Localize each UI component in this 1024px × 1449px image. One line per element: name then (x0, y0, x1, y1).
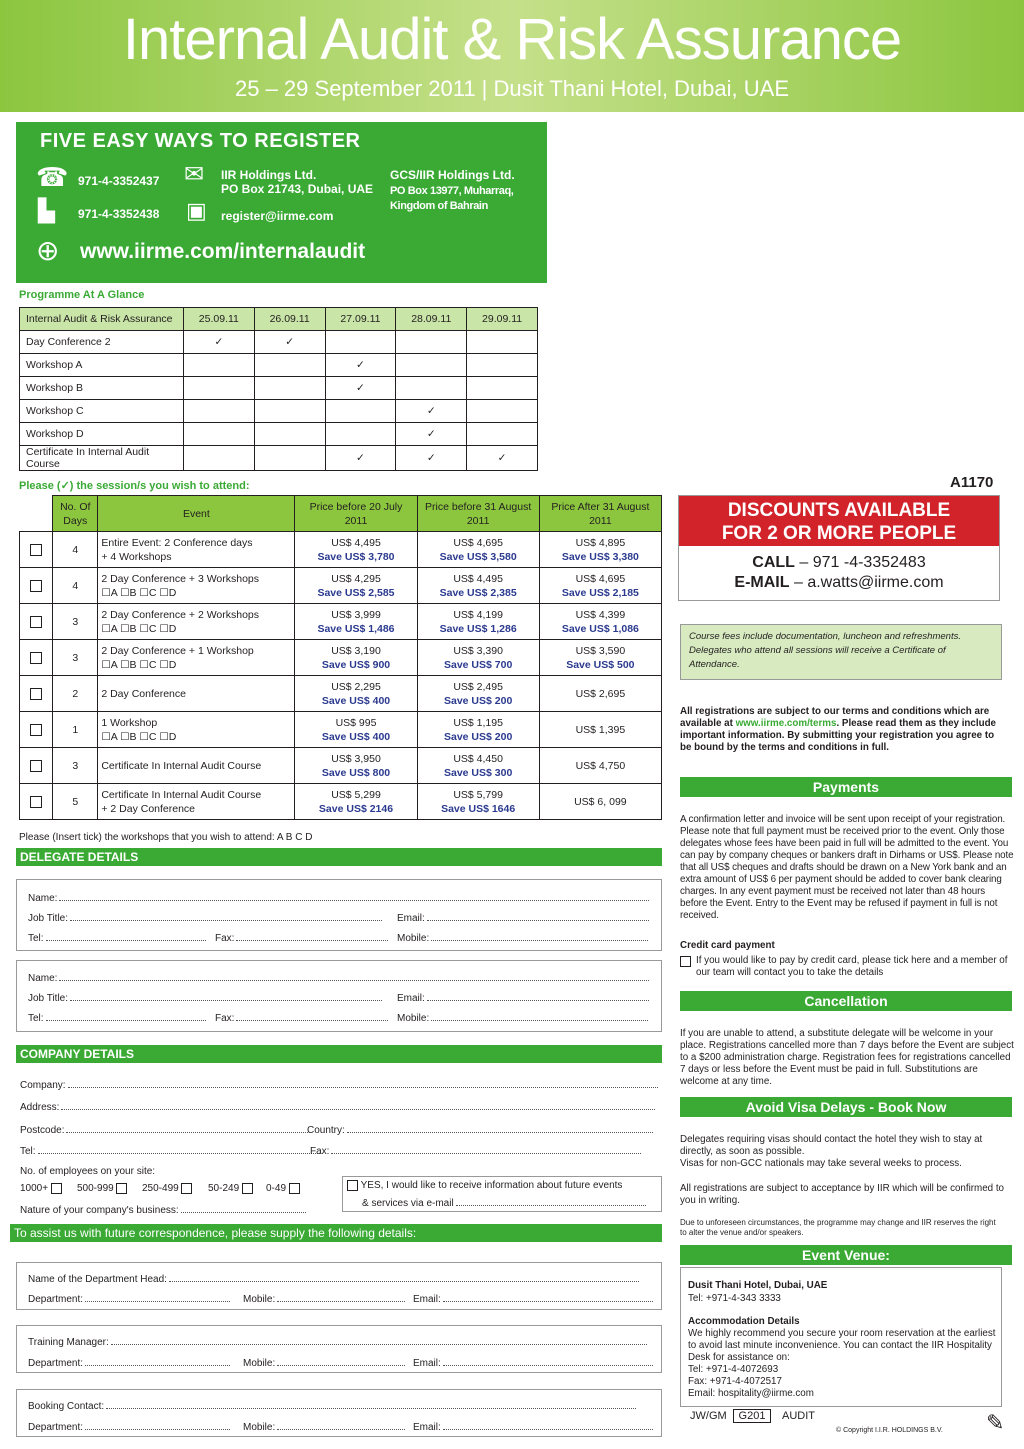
glance-cell: ✓ (396, 400, 467, 423)
booking-mobile-field[interactable] (243, 1421, 405, 1433)
fax-number: 971-4-3352438 (78, 207, 160, 221)
register-box (16, 122, 547, 283)
visa-text-4: Due to unforeseen circumstances, the programme may change and IIR reserves the right to alter the venue and/or speakers. (680, 1218, 996, 1237)
session-checkbox[interactable] (30, 580, 42, 592)
nature-field[interactable] (20, 1204, 306, 1216)
event-cell: 2 Day Conference (98, 676, 295, 712)
field-input-line[interactable] (111, 1336, 647, 1345)
field-input-line[interactable] (66, 1124, 308, 1133)
employees-option[interactable]: 50-249 (208, 1183, 253, 1194)
pricing-header: Price before 31 August 2011 (417, 496, 539, 532)
table-row (20, 604, 662, 640)
delegate-name-field[interactable] (28, 972, 649, 984)
price-cell: US$ 4,399 Save US$ 1,086 (539, 604, 661, 640)
price-cell: US$ 1,195 Save US$ 200 (417, 712, 539, 748)
field-label: Department: (28, 1294, 84, 1305)
table-row (20, 377, 538, 400)
days-cell: 3 (53, 640, 98, 676)
pricing-table (19, 495, 662, 820)
field-input-line[interactable] (427, 912, 649, 921)
dept-email-field[interactable] (413, 1293, 653, 1305)
field-label: Name: (28, 893, 58, 904)
employees-option[interactable]: 1000+ (20, 1183, 62, 1194)
table-row (20, 400, 538, 423)
dept-head-field[interactable] (28, 1273, 639, 1285)
event-cell: Certificate In Internal Audit Course (98, 748, 295, 784)
glance-header: 25.09.11 (183, 308, 254, 331)
field-label: Mobile: (243, 1294, 276, 1305)
delegate-email-field[interactable] (397, 912, 649, 924)
field-label: Mobile: (397, 1013, 430, 1024)
table-row (20, 568, 662, 604)
field-input-line[interactable] (61, 1101, 655, 1110)
training-field[interactable] (28, 1336, 647, 1348)
pencil-icon: ✎ (986, 1410, 1005, 1435)
glance-cell: ✓ (396, 423, 467, 446)
field-label: Job Title: (28, 993, 69, 1004)
field-input-line[interactable] (85, 1293, 230, 1302)
company-heading: COMPANY DETAILS (16, 1045, 662, 1063)
page-title: Internal Audit & Risk Assurance (122, 7, 902, 72)
country-field[interactable] (307, 1124, 653, 1136)
course-fees-note: Course fees include documentation, luncheon and refreshments. Delegates who attend all sessions will receive a Certificate of Attendance. (680, 624, 1002, 680)
discount-box (678, 495, 1000, 601)
field-label: Company: (20, 1080, 66, 1091)
price-cell: US$ 4,695 Save US$ 2,185 (539, 568, 661, 604)
days-cell: 5 (53, 784, 98, 820)
field-label: Name of the Department Head: (28, 1274, 167, 1285)
training-email-field[interactable] (413, 1357, 653, 1369)
discount-line1: DISCOUNTS AVAILABLE (727, 500, 951, 521)
price-cell: US$ 3,590 Save US$ 500 (539, 640, 661, 676)
days-cell: 4 (53, 532, 98, 568)
glance-cell (325, 423, 396, 446)
employees-checkbox[interactable] (51, 1183, 62, 1194)
field-label: Department: (28, 1358, 84, 1369)
glance-cell: ✓ (325, 446, 396, 471)
call-label: CALL (752, 554, 795, 571)
field-label: Email: (397, 913, 425, 924)
table-row (20, 423, 538, 446)
visa-text-3: All registrations are subject to acceptance by IIR which will be confirmed to you in writing. (680, 1183, 1004, 1206)
venue-tel: Tel: +971-4-343 3333 (688, 1293, 781, 1304)
address-1-line1: IIR Holdings Ltd. (221, 168, 317, 182)
employees-option[interactable]: 0-49 (266, 1183, 300, 1194)
field-label: Name: (28, 973, 58, 984)
table-row (20, 532, 662, 568)
field-input-line[interactable] (85, 1357, 230, 1366)
delegate-tel-field[interactable] (28, 1012, 206, 1024)
session-checkbox-cell[interactable] (20, 784, 53, 820)
glance-cell (183, 377, 254, 400)
field-input-line[interactable] (236, 1012, 388, 1021)
field-input-line[interactable] (347, 1124, 653, 1133)
glance-row-name: Certificate In Internal Audit Course (20, 446, 184, 471)
address-2-line1: GCS/IIR Holdings Ltd. (390, 168, 515, 182)
employees-checkbox[interactable] (242, 1183, 253, 1194)
field-input-line[interactable] (277, 1293, 405, 1302)
event-cell: Entire Event: 2 Conference days + 4 Workshops (98, 532, 295, 568)
company-field[interactable] (20, 1079, 658, 1091)
price-cell: US$ 5,299 Save US$ 2146 (295, 784, 417, 820)
glance-row-name: Workshop D (20, 423, 184, 446)
copyright: © Copyright I.I.R. HOLDINGS B.V. (836, 1427, 943, 1434)
pricing-header: Price After 31 August 2011 (539, 496, 661, 532)
payments-text: A confirmation letter and invoice will be sent upon receipt of your registration. Please note that full payment must be received prior to the event. Only those delegates whose fees have been paid in full will be admitted to the event. You can pay by company cheques or bankers draft in Dirhams or US$. Please note that all US$ cheques and drafts should be drawn on a New York bank and an extra amount of US$ 6 per payment should be added to cover bank clearing charges. In any event payment must be received not later than 48 hours before the Event. Entry to the Event may be refused if payment in full is not received. (680, 814, 1014, 921)
employees-checkbox[interactable] (181, 1183, 192, 1194)
price-cell: US$ 3,190 Save US$ 900 (295, 640, 417, 676)
field-label: Address: (20, 1102, 60, 1113)
phone-icon: ☎ (36, 162, 69, 192)
price-cell: US$ 1,395 (539, 712, 661, 748)
price-cell: US$ 3,999 Save US$ 1,486 (295, 604, 417, 640)
field-input-line[interactable] (331, 1145, 641, 1154)
session-checkbox[interactable] (30, 760, 42, 772)
field-input-line[interactable] (443, 1293, 653, 1302)
fax-icon: ▙ (38, 198, 55, 223)
glance-cell (396, 331, 467, 354)
phone-number: 971-4-3352437 (78, 174, 160, 188)
table-row (20, 748, 662, 784)
glance-cell (254, 354, 325, 377)
email-label: E-MAIL (734, 574, 790, 591)
accommodation-text: We highly recommend you secure your room reservation at the earliest to avoid last minute inconvenience. You can contact the IIR Hospitality Desk for assistance on: (688, 1328, 996, 1363)
field-label: Job Title: (28, 913, 69, 924)
terms-link[interactable]: www.iirme.com/terms (735, 718, 837, 729)
address-field[interactable] (20, 1101, 655, 1113)
price-cell: US$ 2,295 Save US$ 400 (295, 676, 417, 712)
glance-header: 29.09.11 (467, 308, 538, 331)
field-input-line[interactable] (70, 992, 382, 1001)
event-cell: 1 Workshop ☐A ☐B ☐C ☐D (98, 712, 295, 748)
session-checkbox-cell[interactable] (20, 712, 53, 748)
employees-checkbox[interactable] (289, 1183, 300, 1194)
glance-cell: ✓ (183, 331, 254, 354)
field-input-line[interactable] (443, 1357, 653, 1366)
table-row (20, 784, 662, 820)
call-number: – 971 -4-3352483 (799, 554, 926, 571)
glance-cell (183, 400, 254, 423)
field-label: & services via e-mail (362, 1198, 454, 1209)
field-label: Tel: (28, 1013, 44, 1024)
price-cell: US$ 2,495 Save US$ 200 (417, 676, 539, 712)
terms-text: All registrations are subject to our terms and conditions which are available at www.iirme.com/terms. Please read them as they include important information. By submitting your registration you agree to be bound by the terms and conditions in full. (680, 706, 997, 753)
glance-cell (396, 354, 467, 377)
cancellation-heading: Cancellation (680, 991, 1012, 1011)
glance-row-name: Workshop C (20, 400, 184, 423)
accommodation-heading: Accommodation Details (688, 1316, 800, 1327)
price-cell: US$ 4,495 Save US$ 3,780 (295, 532, 417, 568)
delegate-job-field[interactable] (28, 912, 382, 924)
employees-label: No. of employees on your site: (20, 1166, 156, 1177)
delegate-name-field[interactable] (28, 892, 649, 904)
glance-cell: ✓ (396, 446, 467, 471)
glance-cell (254, 446, 325, 471)
delegate-email-field[interactable] (397, 992, 649, 1004)
delegate-fax-field[interactable] (215, 1012, 388, 1024)
field-label: Department: (28, 1422, 84, 1433)
glance-cell (254, 400, 325, 423)
glance-cell (254, 423, 325, 446)
session-checkbox[interactable] (30, 616, 42, 628)
price-cell: US$ 5,799 Save US$ 1646 (417, 784, 539, 820)
postcode-field[interactable] (20, 1124, 308, 1136)
field-input-line[interactable] (70, 912, 382, 921)
glance-cell: ✓ (467, 446, 538, 471)
field-input-line[interactable] (277, 1357, 405, 1366)
price-cell: US$ 4,695 Save US$ 3,580 (417, 532, 539, 568)
field-input-line[interactable] (456, 1197, 646, 1206)
training-dept-field[interactable] (28, 1357, 230, 1369)
credit-card-checkbox[interactable] (680, 956, 691, 967)
field-label: Email: (413, 1294, 441, 1305)
glance-cell (183, 354, 254, 377)
event-cell: 2 Day Conference + 2 Workshops ☐A ☐B ☐C ☐D (98, 604, 295, 640)
newsletter-email-field[interactable] (362, 1197, 646, 1209)
table-row (20, 712, 662, 748)
credit-card-heading: Credit card payment (680, 940, 775, 951)
price-cell: US$ 2,695 (539, 676, 661, 712)
field-label: Nature of your company's business: (20, 1205, 179, 1216)
field-label: Email: (413, 1422, 441, 1433)
field-label: Mobile: (243, 1358, 276, 1369)
delegate-mobile-field[interactable] (397, 1012, 648, 1024)
field-input-line[interactable] (431, 932, 648, 941)
accommodation-tel: Tel: +971-4-4072693 (688, 1364, 779, 1375)
days-cell: 3 (53, 748, 98, 784)
company-tel-field[interactable] (20, 1145, 320, 1157)
price-cell: US$ 4,750 (539, 748, 661, 784)
pricing-header: Price before 20 July 2011 (295, 496, 417, 532)
glance-cell (467, 400, 538, 423)
field-input-line[interactable] (85, 1421, 230, 1430)
glance-cell (467, 331, 538, 354)
days-cell: 3 (53, 604, 98, 640)
field-label: Mobile: (243, 1422, 276, 1433)
visa-text-1: Delegates requiring visas should contact the hotel they wish to stay at directly, as soon as possible. (680, 1134, 983, 1157)
session-checkbox-cell[interactable] (20, 568, 53, 604)
price-cell: US$ 4,495 Save US$ 2,385 (417, 568, 539, 604)
ref-jw: JW/GM (690, 1410, 727, 1422)
glance-cell (254, 377, 325, 400)
company-fax-field[interactable] (310, 1145, 641, 1157)
pricing-header: Event (98, 496, 295, 532)
table-row (20, 446, 538, 471)
field-label: Mobile: (397, 933, 430, 944)
field-input-line[interactable] (46, 932, 206, 941)
session-checkbox-cell[interactable] (20, 640, 53, 676)
glance-label: Programme At A Glance (19, 289, 145, 301)
days-cell: 1 (53, 712, 98, 748)
delegate-fax-field[interactable] (215, 932, 388, 944)
computer-icon: ▣ (186, 198, 207, 223)
glance-cell (467, 423, 538, 446)
event-cell: Certificate In Internal Audit Course + 2 Day Conference (98, 784, 295, 820)
glance-cell (325, 331, 396, 354)
table-row (20, 676, 662, 712)
glance-row-name: Workshop B (20, 377, 184, 400)
glance-cell: ✓ (325, 377, 396, 400)
please-tick-label: Please (✓) the session/s you wish to attend: (19, 480, 250, 492)
glance-cell (183, 446, 254, 471)
pricing-header: No. Of Days (53, 496, 98, 532)
field-label: Postcode: (20, 1125, 65, 1136)
field-input-line[interactable] (59, 972, 649, 981)
session-checkbox[interactable] (30, 724, 42, 736)
table-row (20, 640, 662, 676)
field-input-line[interactable] (46, 1012, 206, 1021)
newsletter-option[interactable]: YES, I would like to receive information about future events (347, 1180, 622, 1191)
glance-header-row (20, 308, 538, 331)
field-label: Tel: (28, 933, 44, 944)
session-checkbox[interactable] (30, 652, 42, 664)
field-input-line[interactable] (169, 1273, 639, 1282)
field-label: Fax: (215, 1013, 235, 1024)
price-cell: US$ 3,390 Save US$ 700 (417, 640, 539, 676)
field-label: Email: (397, 993, 425, 1004)
field-input-line[interactable] (38, 1145, 320, 1154)
field-label: Fax: (310, 1146, 330, 1157)
field-input-line[interactable] (277, 1421, 405, 1430)
header-banner (0, 0, 1024, 112)
venue-name: Dusit Thani Hotel, Dubai, UAE (688, 1280, 828, 1291)
field-input-line[interactable] (68, 1079, 658, 1088)
price-cell: US$ 4,295 Save US$ 2,585 (295, 568, 417, 604)
booking-field[interactable] (28, 1400, 636, 1412)
price-cell: US$ 4,450 Save US$ 300 (417, 748, 539, 784)
table-row (20, 354, 538, 377)
session-checkbox-cell[interactable] (20, 532, 53, 568)
globe-icon: ⊕ (36, 235, 60, 266)
employees-option[interactable]: 500-999 (77, 1183, 127, 1194)
price-cell: US$ 6, 099 (539, 784, 661, 820)
visa-heading: Avoid Visa Delays - Book Now (680, 1097, 1012, 1117)
page-subtitle: 25 – 29 September 2011 | Dusit Thani Hotel, Dubai, UAE (235, 76, 789, 101)
price-cell: US$ 4,895 Save US$ 3,380 (539, 532, 661, 568)
glance-cell: ✓ (325, 354, 396, 377)
field-label: Training Manager: (28, 1337, 109, 1348)
glance-table (19, 307, 538, 471)
employees-option[interactable]: 250-499 (142, 1183, 192, 1194)
email-address[interactable]: register@iirme.com (221, 209, 334, 223)
field-label: Email: (413, 1358, 441, 1369)
dept-mobile-field[interactable] (243, 1293, 405, 1305)
field-input-line[interactable] (181, 1204, 306, 1213)
field-input-line[interactable] (106, 1400, 636, 1409)
discount-email[interactable]: – a.watts@iirme.com (793, 574, 944, 591)
delegate-mobile-field[interactable] (397, 932, 648, 944)
future-heading: To assist us with future correspondence, please supply the following details: (10, 1224, 662, 1242)
days-cell: 2 (53, 676, 98, 712)
delegate-job-field[interactable] (28, 992, 382, 1004)
training-mobile-field[interactable] (243, 1357, 405, 1369)
glance-cell (183, 423, 254, 446)
event-cell: 2 Day Conference + 1 Workshop ☐A ☐B ☐C ☐D (98, 640, 295, 676)
glance-row-name: Day Conference 2 (20, 331, 184, 354)
address-2-line2: PO Box 13977, Muharraq, (390, 185, 514, 197)
field-input-line[interactable] (236, 932, 388, 941)
event-cell: 2 Day Conference + 3 Workshops ☐A ☐B ☐C ☐D (98, 568, 295, 604)
session-checkbox-cell[interactable] (20, 604, 53, 640)
address-1-line2: PO Box 21743, Dubai, UAE (221, 182, 374, 196)
session-checkbox-cell[interactable] (20, 676, 53, 712)
field-input-line[interactable] (443, 1421, 653, 1430)
workshop-note: Please (Insert tick) the workshops that you wish to attend: A B C D (19, 832, 313, 843)
session-checkbox-cell[interactable] (20, 748, 53, 784)
credit-card-text: If you would like to pay by credit card, please tick here and a member of our team will contact you to take the details (696, 955, 1008, 978)
field-input-line[interactable] (427, 992, 649, 1001)
delegate-tel-field[interactable] (28, 932, 206, 944)
field-label: Booking Contact: (28, 1401, 105, 1412)
field-label: Tel: (20, 1146, 36, 1157)
accommodation-email[interactable]: Email: hospitality@iirme.com (688, 1388, 814, 1399)
booking-dept-field[interactable] (28, 1421, 230, 1433)
website-url[interactable]: www.iirme.com/internalaudit (80, 240, 366, 263)
visa-text-2: Visas for non-GCC nationals may take several weeks to process. (680, 1158, 962, 1169)
glance-header: 27.09.11 (325, 308, 396, 331)
dept-field[interactable] (28, 1293, 230, 1305)
ref-code: G201 (733, 1409, 771, 1423)
address-2-line3: Kingdom of Bahrain (390, 200, 488, 212)
glance-cell: ✓ (254, 331, 325, 354)
accommodation-fax: Fax: +971-4-4072517 (688, 1376, 782, 1387)
session-checkbox[interactable] (30, 688, 42, 700)
register-heading: FIVE EASY WAYS TO REGISTER (40, 130, 361, 152)
employees-checkbox[interactable] (116, 1183, 127, 1194)
days-cell: 4 (53, 568, 98, 604)
price-cell: US$ 995 Save US$ 400 (295, 712, 417, 748)
glance-cell (467, 354, 538, 377)
field-input-line[interactable] (59, 892, 649, 901)
booking-email-field[interactable] (413, 1421, 653, 1433)
newsletter-checkbox[interactable] (347, 1180, 358, 1191)
cancellation-text: If you are unable to attend, a substitute delegate will be welcome in your place. Registrations cancelled more than 7 days before the Event are subject to a $200 administration charge. Registration fees for registrations cancelled 7 days or less before the Event must be paid in full. Substitutions are welcome at any time. (680, 1028, 1014, 1087)
delegate-heading: DELEGATE DETAILS (16, 848, 662, 866)
discount-line2: FOR 2 OR MORE PEOPLE (721, 523, 957, 544)
glance-row-name: Workshop A (20, 354, 184, 377)
session-checkbox[interactable] (30, 544, 42, 556)
session-checkbox[interactable] (30, 796, 42, 808)
pricing-header-row (20, 496, 662, 532)
glance-header: Internal Audit & Risk Assurance (20, 308, 184, 331)
glance-cell (325, 400, 396, 423)
event-code: A1170 (950, 474, 994, 491)
mail-icon: ✉ (184, 161, 205, 188)
field-input-line[interactable] (431, 1012, 648, 1021)
payments-heading: Payments (680, 777, 1012, 797)
field-label: Country: (307, 1125, 345, 1136)
table-row (20, 331, 538, 354)
price-cell: US$ 3,950 Save US$ 800 (295, 748, 417, 784)
glance-cell (396, 377, 467, 400)
glance-header: 26.09.11 (254, 308, 325, 331)
ref-audit: AUDIT (782, 1410, 815, 1422)
glance-cell (467, 377, 538, 400)
glance-header: 28.09.11 (396, 308, 467, 331)
field-label: Fax: (215, 933, 235, 944)
price-cell: US$ 4,199 Save US$ 1,286 (417, 604, 539, 640)
venue-heading: Event Venue: (680, 1245, 1012, 1265)
